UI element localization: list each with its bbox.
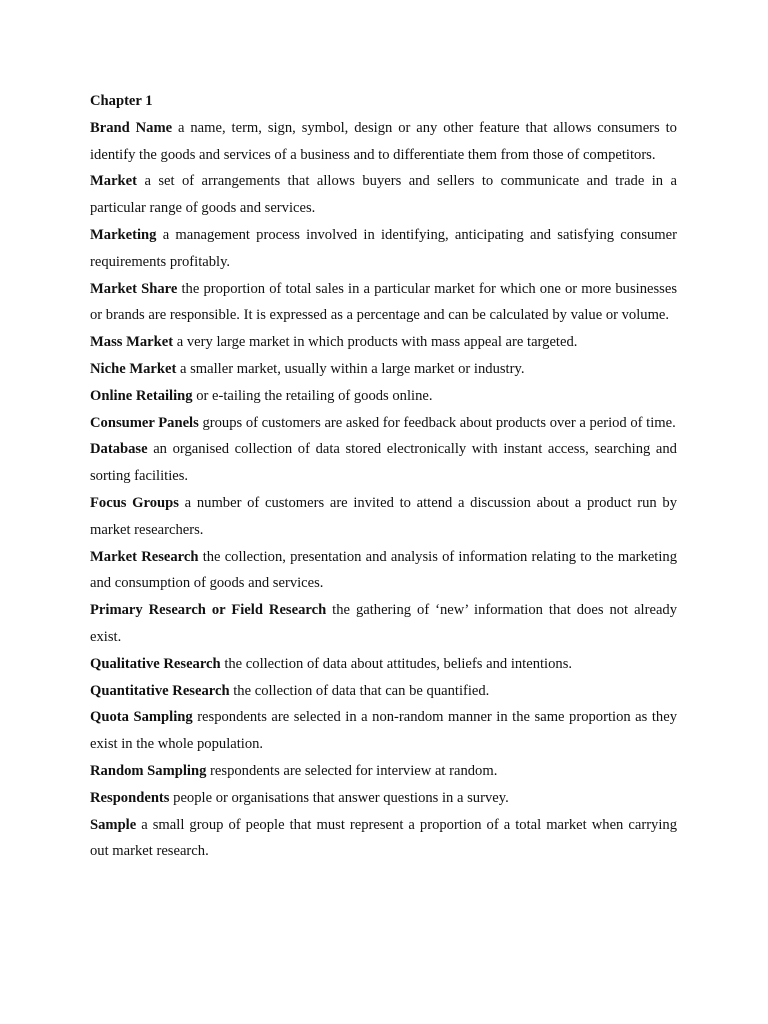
glossary-term: Market bbox=[90, 173, 138, 190]
glossary-definition: the collection, presentation and analysis of information relating to the marketing and consumption of goods and services. bbox=[90, 548, 678, 592]
glossary-definition: a very large market in which products with mass appeal are targeted. bbox=[176, 334, 578, 351]
glossary-term: Respondents bbox=[90, 789, 170, 806]
glossary-entry bbox=[90, 276, 677, 330]
glossary-entry bbox=[90, 383, 677, 410]
chapter-heading: Chapter 1 bbox=[90, 93, 153, 109]
glossary-term: Mass Market bbox=[90, 334, 174, 351]
glossary-entry bbox=[90, 168, 677, 222]
glossary-term: Online Retailing bbox=[90, 387, 193, 404]
glossary-entry bbox=[90, 490, 677, 544]
glossary-term: Market Share bbox=[90, 280, 178, 297]
glossary-definition: the proportion of total sales in a particular market for which one or more businesses or brands are responsible. It is expressed as a percentage and can be calculated by value or volume. bbox=[90, 280, 678, 324]
glossary-term: Random Sampling bbox=[90, 762, 207, 779]
glossary-term: Primary Research or Field Research bbox=[90, 602, 327, 619]
glossary-definition: groups of customers are asked for feedback about products over a period of time. bbox=[202, 414, 676, 431]
glossary-term: Niche Market bbox=[90, 360, 177, 377]
glossary-entry bbox=[90, 356, 677, 383]
glossary-entry bbox=[90, 410, 677, 437]
glossary-term: Consumer Panels bbox=[90, 414, 199, 431]
glossary-definition: respondents are selected for interview at random. bbox=[210, 762, 498, 779]
glossary-entry bbox=[90, 436, 677, 490]
glossary-definition: a set of arrangements that allows buyers and sellers to communicate and trade in a particular range of goods and services. bbox=[90, 173, 677, 217]
glossary-term: Focus Groups bbox=[90, 494, 179, 511]
glossary-list bbox=[90, 115, 677, 865]
glossary-term: Brand Name bbox=[90, 119, 173, 136]
glossary-entry bbox=[90, 812, 677, 866]
glossary-entry bbox=[90, 651, 677, 678]
glossary-entry bbox=[90, 544, 677, 598]
glossary-definition: or e-tailing the retailing of goods online. bbox=[196, 387, 433, 404]
glossary-entry bbox=[90, 758, 677, 785]
glossary-entry bbox=[90, 678, 677, 705]
glossary-definition: the gathering of ‘new’ information that does not already exist. bbox=[90, 602, 678, 645]
glossary-entry bbox=[90, 222, 677, 276]
glossary-definition: respondents are selected in a non-random manner in the same proportion as they exist in the whole population. bbox=[90, 709, 677, 753]
glossary-term: Database bbox=[90, 441, 148, 458]
glossary-entry bbox=[90, 785, 677, 812]
glossary-term: Qualitative Research bbox=[90, 655, 221, 672]
document-page bbox=[90, 88, 677, 865]
glossary-definition: an organised collection of data stored electronically with instant access, searching and sorting facilities. bbox=[90, 441, 677, 485]
glossary-entry bbox=[90, 329, 677, 356]
glossary-term: Market Research bbox=[90, 548, 199, 565]
glossary-definition: a management process involved in identifying, anticipating and satisfying consumer requirements profitably. bbox=[90, 226, 677, 270]
glossary-term: Sample bbox=[90, 816, 137, 833]
glossary-definition: a smaller market, usually within a large market or industry. bbox=[179, 360, 525, 377]
glossary-entry bbox=[90, 115, 677, 169]
glossary-definition: a small group of people that must represent a proportion of a total market when carrying out market research. bbox=[90, 816, 677, 860]
glossary-term: Quota Sampling bbox=[90, 709, 193, 726]
glossary-term: Marketing bbox=[90, 226, 157, 243]
glossary-term: Quantitative Research bbox=[90, 682, 230, 699]
glossary-definition: people or organisations that answer questions in a survey. bbox=[173, 789, 509, 806]
glossary-definition: the collection of data about attitudes, beliefs and intentions. bbox=[224, 655, 573, 672]
glossary-entry bbox=[90, 704, 677, 758]
glossary-definition: a name, term, sign, symbol, design or any other feature that allows consumers to identify the goods and services of a business and to differentiate them from those of competitors. bbox=[90, 119, 677, 163]
glossary-entry bbox=[90, 597, 677, 651]
glossary-definition: a number of customers are invited to attend a discussion about a product run by market researchers. bbox=[90, 494, 677, 538]
glossary-definition: the collection of data that can be quantified. bbox=[233, 682, 490, 699]
